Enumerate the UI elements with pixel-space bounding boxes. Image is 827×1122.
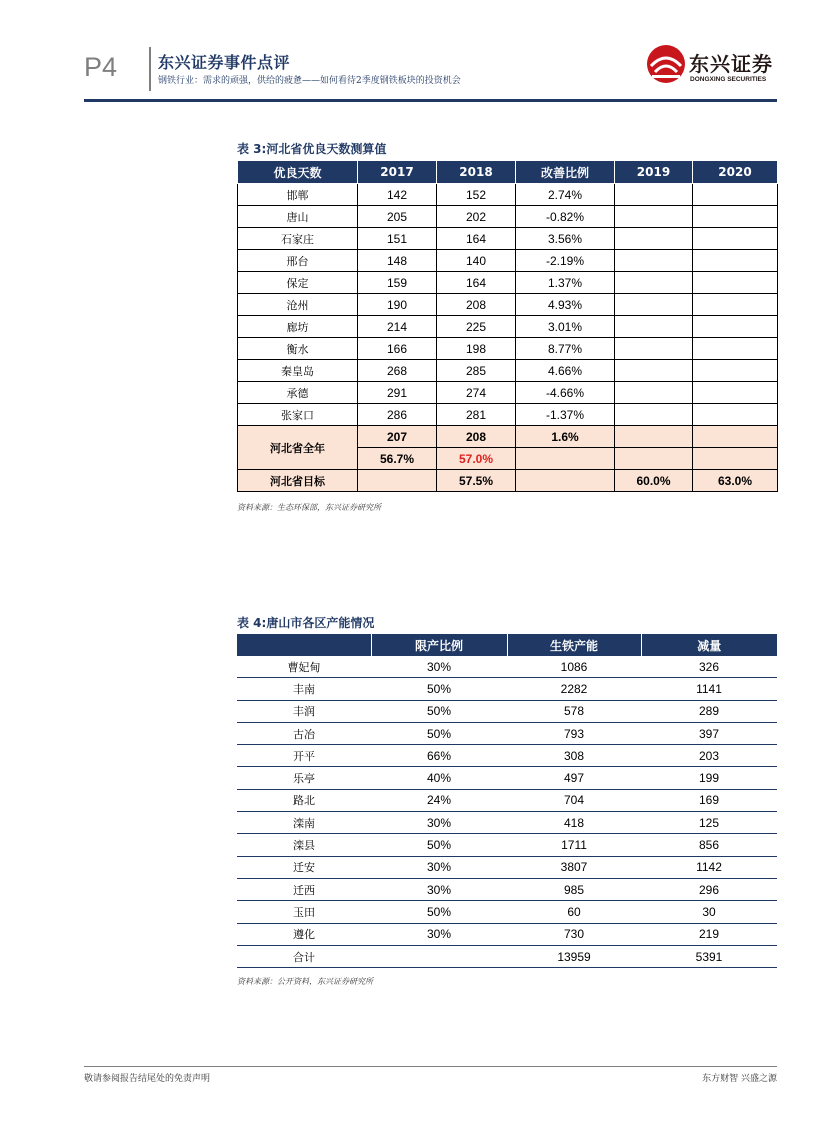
logo-text-cn: 东兴证券 [689, 52, 773, 76]
table-row [237, 878, 777, 900]
table-row [238, 404, 778, 426]
logo-mark-icon [646, 44, 686, 84]
cut-ratio: 50% [371, 678, 507, 700]
province-pct-2019 [615, 448, 693, 470]
province-pct-2018: 57.0% [437, 448, 516, 470]
days-2020 [693, 206, 778, 228]
footer-rule [84, 1066, 777, 1067]
capacity-cut: 1141 [641, 678, 777, 700]
days-2019 [615, 404, 693, 426]
capacity-cut: 169 [641, 789, 777, 811]
days-2020 [693, 338, 778, 360]
days-2019 [615, 338, 693, 360]
cut-ratio: 66% [371, 745, 507, 767]
district-name: 遵化 [237, 923, 371, 945]
days-2017: 190 [358, 294, 437, 316]
table3-header-cell: 优良天数 [238, 161, 358, 184]
iron-capacity: 2282 [507, 678, 641, 700]
days-2019 [615, 316, 693, 338]
logo-text-en: DONGXING SECURITIES [690, 76, 767, 83]
table-row [237, 767, 777, 789]
table-row [237, 745, 777, 767]
days-2017: 148 [358, 250, 437, 272]
table3-header-row [238, 161, 778, 184]
days-2018: 274 [437, 382, 516, 404]
target-2019: 60.0% [615, 470, 693, 492]
table-row [238, 228, 778, 250]
days-2017: 214 [358, 316, 437, 338]
city-name: 石家庄 [238, 228, 358, 250]
iron-capacity: 60 [507, 901, 641, 923]
table-row [238, 206, 778, 228]
city-name: 张家口 [238, 404, 358, 426]
capacity-cut: 203 [641, 745, 777, 767]
days-2018: 225 [437, 316, 516, 338]
days-2019 [615, 382, 693, 404]
city-name: 衡水 [238, 338, 358, 360]
city-name: 廊坊 [238, 316, 358, 338]
days-2020 [693, 382, 778, 404]
table3-header-cell: 2020 [693, 161, 778, 184]
table3-source: 资料来源：生态环保部，东兴证券研究所 [237, 503, 381, 512]
improvement-ratio: 1.37% [516, 272, 615, 294]
capacity-cut: 397 [641, 722, 777, 744]
district-name: 合计 [237, 945, 371, 967]
table4-tangshan-capacity [237, 634, 777, 968]
province-days-2020 [693, 426, 778, 448]
iron-capacity: 578 [507, 700, 641, 722]
table4-header-cell [237, 634, 371, 656]
days-2020 [693, 294, 778, 316]
improvement-ratio: -4.66% [516, 382, 615, 404]
days-2017: 291 [358, 382, 437, 404]
table-row [237, 856, 777, 878]
cut-ratio: 30% [371, 812, 507, 834]
capacity-cut: 326 [641, 656, 777, 678]
city-name: 保定 [238, 272, 358, 294]
table-row [237, 700, 777, 722]
table-row [238, 250, 778, 272]
cut-ratio: 30% [371, 923, 507, 945]
district-name: 开平 [237, 745, 371, 767]
table3-header-cell: 改善比例 [516, 161, 615, 184]
capacity-cut: 296 [641, 878, 777, 900]
improvement-ratio: -2.19% [516, 250, 615, 272]
footer-slogan: 东方财智 兴盛之源 [702, 1074, 777, 1084]
table-row [237, 789, 777, 811]
days-2018: 202 [437, 206, 516, 228]
company-logo [646, 44, 776, 90]
iron-capacity: 308 [507, 745, 641, 767]
footer-disclaimer: 敬请参阅报告结尾处的免责声明 [84, 1074, 211, 1084]
days-2020 [693, 360, 778, 382]
district-name: 滦南 [237, 812, 371, 834]
cut-ratio: 40% [371, 767, 507, 789]
days-2020 [693, 404, 778, 426]
table-row [238, 272, 778, 294]
district-name: 丰润 [237, 700, 371, 722]
table3-province-row [238, 426, 778, 448]
table-row [238, 382, 778, 404]
city-name: 邢台 [238, 250, 358, 272]
target-2017 [358, 470, 437, 492]
table-row [237, 812, 777, 834]
city-name: 秦皇岛 [238, 360, 358, 382]
days-2017: 286 [358, 404, 437, 426]
table4-header-cell: 生铁产能 [507, 634, 641, 656]
days-2019 [615, 294, 693, 316]
province-pct-2020 [693, 448, 778, 470]
cut-ratio: 24% [371, 789, 507, 811]
capacity-cut: 5391 [641, 945, 777, 967]
days-2018: 208 [437, 294, 516, 316]
days-2019 [615, 184, 693, 206]
capacity-cut: 30 [641, 901, 777, 923]
report-subtitle: 钢铁行业：需求的顽强，供给的疲惫——如何看待2季度钢铁板块的投资机会 [158, 76, 461, 86]
table4-header-row [237, 634, 777, 656]
table3-title: 表 3:河北省优良天数测算值 [237, 142, 387, 156]
improvement-ratio: 3.56% [516, 228, 615, 250]
iron-capacity: 985 [507, 878, 641, 900]
days-2017: 151 [358, 228, 437, 250]
table-row [238, 360, 778, 382]
iron-capacity: 497 [507, 767, 641, 789]
table-row [237, 901, 777, 923]
province-pct-2017: 56.7% [358, 448, 437, 470]
province-days-2019 [615, 426, 693, 448]
cut-ratio: 50% [371, 722, 507, 744]
table3-header-cell: 2019 [615, 161, 693, 184]
iron-capacity: 1711 [507, 834, 641, 856]
city-name: 沧州 [238, 294, 358, 316]
table-row [237, 923, 777, 945]
province-days-2017: 207 [358, 426, 437, 448]
days-2018: 285 [437, 360, 516, 382]
table-row [237, 722, 777, 744]
target-2020: 63.0% [693, 470, 778, 492]
table-row [238, 316, 778, 338]
days-2019 [615, 206, 693, 228]
table4-header-cell: 限产比例 [371, 634, 507, 656]
improvement-ratio: -1.37% [516, 404, 615, 426]
district-name: 迁西 [237, 878, 371, 900]
days-2020 [693, 316, 778, 338]
table-row [237, 678, 777, 700]
cut-ratio: 30% [371, 856, 507, 878]
iron-capacity: 1086 [507, 656, 641, 678]
days-2018: 164 [437, 228, 516, 250]
target-ratio [516, 470, 615, 492]
days-2019 [615, 272, 693, 294]
table-row [237, 834, 777, 856]
district-name: 路北 [237, 789, 371, 811]
days-2018: 140 [437, 250, 516, 272]
iron-capacity: 704 [507, 789, 641, 811]
improvement-ratio: 4.66% [516, 360, 615, 382]
province-days-2018: 208 [437, 426, 516, 448]
improvement-ratio: 3.01% [516, 316, 615, 338]
days-2020 [693, 184, 778, 206]
table-row [237, 656, 777, 678]
target-label: 河北省目标 [238, 470, 358, 492]
table3-target-row [238, 470, 778, 492]
capacity-cut: 1142 [641, 856, 777, 878]
days-2019 [615, 250, 693, 272]
header-rule [84, 99, 777, 102]
cut-ratio: 50% [371, 700, 507, 722]
improvement-ratio: -0.82% [516, 206, 615, 228]
days-2020 [693, 250, 778, 272]
capacity-cut: 125 [641, 812, 777, 834]
improvement-ratio: 2.74% [516, 184, 615, 206]
cut-ratio: 30% [371, 656, 507, 678]
days-2017: 268 [358, 360, 437, 382]
table-row [237, 945, 777, 967]
days-2020 [693, 228, 778, 250]
target-2018: 57.5% [437, 470, 516, 492]
iron-capacity: 13959 [507, 945, 641, 967]
city-name: 唐山 [238, 206, 358, 228]
district-name: 迁安 [237, 856, 371, 878]
report-type-title: 东兴证券事件点评 [158, 53, 291, 72]
city-name: 承德 [238, 382, 358, 404]
improvement-ratio: 8.77% [516, 338, 615, 360]
district-name: 古冶 [237, 722, 371, 744]
table-row [238, 294, 778, 316]
days-2019 [615, 360, 693, 382]
table3-header-cell: 2018 [437, 161, 516, 184]
improvement-ratio: 4.93% [516, 294, 615, 316]
days-2018: 281 [437, 404, 516, 426]
province-pct-ratio [516, 448, 615, 470]
days-2019 [615, 228, 693, 250]
capacity-cut: 289 [641, 700, 777, 722]
table3-good-air-days [237, 160, 778, 492]
capacity-cut: 856 [641, 834, 777, 856]
days-2017: 159 [358, 272, 437, 294]
days-2018: 164 [437, 272, 516, 294]
days-2017: 166 [358, 338, 437, 360]
district-name: 玉田 [237, 901, 371, 923]
table4-header-cell: 减量 [641, 634, 777, 656]
capacity-cut: 219 [641, 923, 777, 945]
table-row [238, 184, 778, 206]
iron-capacity: 3807 [507, 856, 641, 878]
cut-ratio [371, 945, 507, 967]
city-name: 邯郸 [238, 184, 358, 206]
days-2017: 142 [358, 184, 437, 206]
table4-title: 表 4:唐山市各区产能情况 [237, 616, 375, 630]
days-2020 [693, 272, 778, 294]
table-row [238, 338, 778, 360]
iron-capacity: 730 [507, 923, 641, 945]
district-name: 丰南 [237, 678, 371, 700]
district-name: 曹妃甸 [237, 656, 371, 678]
iron-capacity: 418 [507, 812, 641, 834]
cut-ratio: 30% [371, 878, 507, 900]
iron-capacity: 793 [507, 722, 641, 744]
table4-source: 资料来源：公开资料，东兴证券研究所 [237, 977, 373, 986]
header-divider [149, 47, 151, 91]
cut-ratio: 50% [371, 901, 507, 923]
district-name: 滦县 [237, 834, 371, 856]
days-2018: 152 [437, 184, 516, 206]
table3-header-cell: 2017 [358, 161, 437, 184]
capacity-cut: 199 [641, 767, 777, 789]
cut-ratio: 50% [371, 834, 507, 856]
province-ratio: 1.6% [516, 426, 615, 448]
page-number: P4 [84, 52, 118, 82]
district-name: 乐亭 [237, 767, 371, 789]
province-label: 河北省全年 [238, 426, 358, 470]
days-2017: 205 [358, 206, 437, 228]
days-2018: 198 [437, 338, 516, 360]
